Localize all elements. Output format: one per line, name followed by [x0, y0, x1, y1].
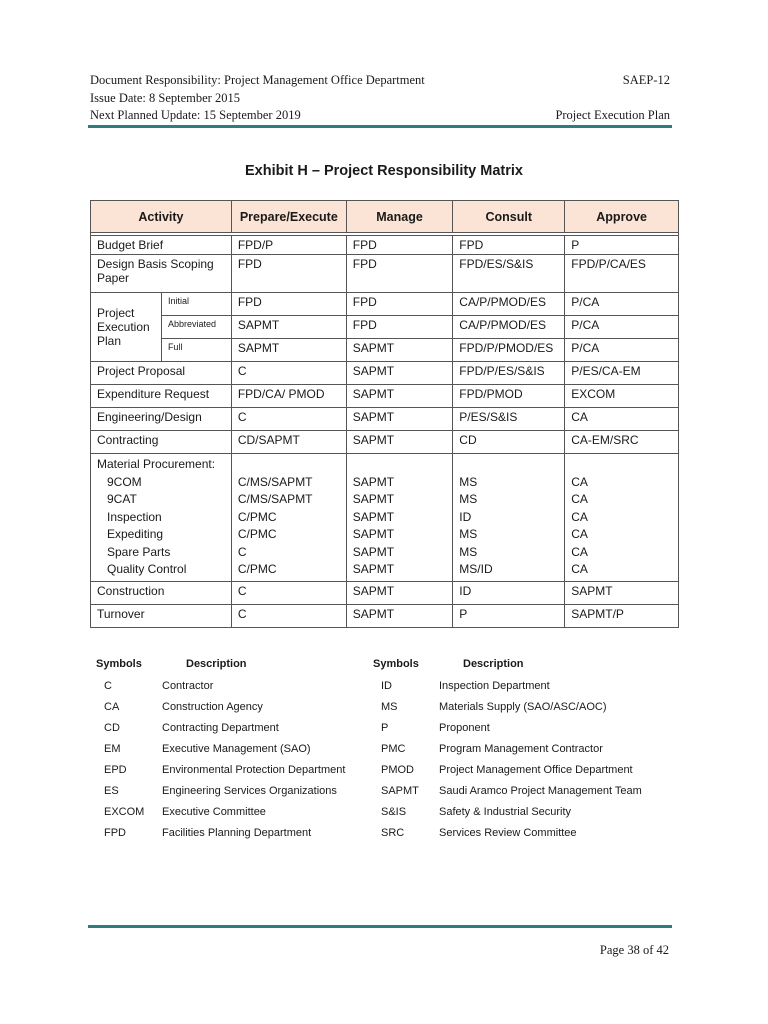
symbols-header: Symbols: [373, 658, 419, 670]
legend-row: [96, 701, 396, 722]
description-header: Description: [463, 658, 524, 670]
legend-description: Facilities Planning Department: [162, 827, 312, 839]
table-cell: CA/P/PMOD/ES: [453, 293, 565, 316]
table-cell: FPD: [346, 293, 453, 316]
column-header: Prepare/Execute: [231, 201, 346, 233]
cell-value: CA: [571, 562, 588, 576]
table-cell: FPD/CA/ PMOD: [231, 385, 346, 408]
column-header: Approve: [565, 201, 679, 233]
activity-cell: Project Execution Plan: [91, 293, 162, 362]
activity-cell: Construction: [91, 581, 232, 604]
table-cell: P/ES/CA-EM: [565, 362, 679, 385]
cell-value: SAPMT: [352, 474, 395, 489]
table-cell: FPD/ES/S&IS: [453, 255, 565, 293]
table-cell: FPD/P/PMOD/ES: [453, 339, 565, 362]
activity-cell: Project Proposal: [91, 362, 232, 385]
legend-symbol: CA: [104, 701, 120, 713]
table-cell: SAPMT: [231, 339, 346, 362]
table-row: [91, 255, 679, 293]
legend-description: Saudi Aramco Project Management Team: [439, 785, 642, 797]
legend-description: Contractor: [162, 680, 214, 692]
cell-value: MS: [459, 474, 478, 489]
table-cell: SAPMT/P: [565, 604, 679, 627]
table-cell: FPD: [231, 255, 346, 293]
table-cell: P/CA: [565, 339, 679, 362]
legend-symbol: EPD: [104, 764, 127, 776]
page-number: Page 38 of 42: [599, 943, 669, 957]
cell-value: MS: [459, 544, 478, 559]
legend-row: [373, 701, 679, 722]
table-cell: SAPMT: [346, 408, 453, 431]
column-header: Consult: [453, 201, 565, 233]
legend-description: Safety & Industrial Security: [439, 806, 572, 818]
cell-value: C/PMC: [237, 509, 277, 524]
table-cell: SAPMT: [346, 431, 453, 454]
cell-value: C/MS/SAPMT: [237, 492, 313, 506]
doc-title: Project Execution Plan: [555, 108, 670, 122]
table-cell: SAPMT: [231, 316, 346, 339]
legend-symbol: EXCOM: [104, 806, 145, 818]
legend-row: [96, 827, 396, 848]
table-cell: CD/SAPMT: [231, 431, 346, 454]
legend-description: Inspection Department: [439, 680, 550, 692]
cell-value: SAPMT: [352, 562, 395, 576]
activity-cell: [91, 454, 232, 582]
sub-activity-label: Quality Control: [107, 562, 187, 576]
legend-row: [373, 764, 679, 785]
activity-cell: Expenditure Request: [91, 385, 232, 408]
table-cell: FPD: [453, 236, 565, 255]
table-cell: [346, 454, 453, 582]
table-cell: C: [231, 362, 346, 385]
legend-description: Construction Agency: [162, 701, 263, 713]
activity-cell: Budget Brief: [91, 236, 232, 255]
table-row: [91, 581, 679, 604]
sub-activity-cell: Initial: [161, 293, 231, 316]
table-row: [91, 236, 679, 255]
legend-row: [373, 722, 679, 743]
legend-row: [373, 827, 679, 848]
table-cell: CA: [565, 408, 679, 431]
cell-value: C/PMC: [237, 562, 277, 576]
table-cell: SAPMT: [565, 581, 679, 604]
legend-header: [373, 658, 679, 680]
legend-description: Materials Supply (SAO/ASC/AOC): [439, 701, 607, 713]
table-cell: SAPMT: [346, 385, 453, 408]
legend-row: [96, 806, 396, 827]
cell-value: MS: [459, 527, 478, 541]
sub-activity-cell: Abbreviated: [161, 316, 231, 339]
cell-value: C/PMC: [237, 527, 277, 541]
table-row: [91, 316, 679, 339]
cell-value: C/MS/SAPMT: [237, 474, 313, 489]
issue-date: Issue Date: 8 September 2015: [90, 90, 240, 105]
legend-description: Contracting Department: [162, 722, 279, 734]
table-row: [91, 408, 679, 431]
sub-activity-label: 9COM: [107, 474, 142, 489]
column-header: Manage: [346, 201, 453, 233]
table-cell: [453, 454, 565, 582]
legend-symbol: SAPMT: [381, 785, 419, 797]
legend-row: [96, 785, 396, 806]
legend-description: Proponent: [439, 722, 490, 734]
document-header: [90, 72, 670, 125]
legend-row: [373, 785, 679, 806]
legend-row: [96, 722, 396, 743]
table-cell: SAPMT: [346, 339, 453, 362]
table-cell: FPD: [231, 293, 346, 316]
legend-symbol: S&IS: [381, 806, 407, 818]
table-cell: SAPMT: [346, 604, 453, 627]
table-cell: C: [231, 581, 346, 604]
cell-value: CA: [571, 492, 588, 506]
table-cell: CA/P/PMOD/ES: [453, 316, 565, 339]
table-cell: ID: [453, 581, 565, 604]
table-cell: P: [565, 236, 679, 255]
table-row: [91, 385, 679, 408]
doc-id: SAEP-12: [622, 73, 670, 87]
activity-cell: Turnover: [91, 604, 232, 627]
table-cell: EXCOM: [565, 385, 679, 408]
table-row: [91, 604, 679, 627]
cell-value: ID: [459, 509, 472, 524]
table-row: [91, 362, 679, 385]
table-cell: P: [453, 604, 565, 627]
table-cell: P/CA: [565, 293, 679, 316]
table-cell: C: [231, 604, 346, 627]
legend-symbol: ES: [104, 785, 119, 797]
table-cell: CA-EM/SRC: [565, 431, 679, 454]
next-planned-update: Next Planned Update: 15 September 2019: [90, 108, 301, 122]
cell-value: MS/ID: [459, 562, 493, 576]
legend-symbol: EM: [104, 743, 121, 755]
cell-value: SAPMT: [352, 509, 395, 524]
activity-cell: Engineering/Design: [91, 408, 232, 431]
cell-value: C: [237, 544, 247, 559]
legend-symbol: ID: [381, 680, 392, 692]
legend-symbol: C: [104, 680, 112, 692]
table-cell: SAPMT: [346, 362, 453, 385]
table-cell: FPD/P/CA/ES: [565, 255, 679, 293]
legend-description: Services Review Committee: [439, 827, 577, 839]
cell-value: SAPMT: [352, 527, 395, 541]
legend-row: [96, 743, 396, 764]
legend-description: Executive Management (SAO): [162, 743, 311, 755]
table-row: [91, 454, 679, 582]
legend-symbol: P: [381, 722, 389, 734]
sub-activity-cell: Full: [161, 339, 231, 362]
legend-description: Environmental Protection Department: [162, 764, 346, 776]
table-cell: FPD/P: [231, 236, 346, 255]
legend-symbol: PMC: [381, 743, 406, 755]
legend-symbol: MS: [381, 701, 398, 713]
table-cell: FPD/P/ES/S&IS: [453, 362, 565, 385]
cell-value: CA: [571, 474, 588, 489]
legend-symbol: PMOD: [381, 764, 414, 776]
symbols-header: Symbols: [96, 658, 142, 670]
activity-cell: Design Basis Scoping Paper: [91, 255, 232, 293]
footer-rule: [88, 925, 672, 928]
symbols-legend-left: [96, 658, 396, 848]
legend-description: Engineering Services Organizations: [162, 785, 337, 797]
legend-header: [96, 658, 396, 680]
legend-row: [373, 806, 679, 827]
header-rule: [88, 125, 672, 128]
legend-row: [96, 764, 396, 785]
material-procurement-label: Material Procurement:: [97, 457, 216, 471]
cell-value: SAPMT: [352, 544, 395, 559]
table-cell: FPD: [346, 255, 453, 293]
symbols-legend-right: [373, 658, 679, 848]
sub-activity-label: Spare Parts: [107, 544, 171, 559]
doc-responsibility: Document Responsibility: Project Management Office Department: [90, 73, 425, 87]
table-cell: CD: [453, 431, 565, 454]
table-row: [91, 293, 679, 316]
cell-value: CA: [571, 527, 588, 541]
description-header: Description: [186, 658, 247, 670]
table-cell: FPD/PMOD: [453, 385, 565, 408]
cell-value: MS: [459, 492, 478, 506]
legend-row: [96, 680, 396, 701]
legend-row: [373, 680, 679, 701]
table-cell: FPD: [346, 316, 453, 339]
cell-value: CA: [571, 544, 588, 559]
table-cell: C: [231, 408, 346, 431]
table-cell: P/ES/S&IS: [453, 408, 565, 431]
activity-cell: Contracting: [91, 431, 232, 454]
table-cell: [231, 454, 346, 582]
column-header: Activity: [91, 201, 232, 233]
legend-symbol: CD: [104, 722, 120, 734]
legend-row: [373, 743, 679, 764]
cell-value: SAPMT: [352, 492, 395, 506]
legend-description: Executive Committee: [162, 806, 266, 818]
legend-symbol: SRC: [381, 827, 405, 839]
table-header-row: [91, 201, 679, 233]
table-cell: [565, 454, 679, 582]
sub-activity-label: Inspection: [107, 509, 162, 524]
legend-description: Program Management Contractor: [439, 743, 603, 755]
legend-description: Project Management Office Department: [439, 764, 633, 776]
exhibit-title: Exhibit H – Project Responsibility Matrix: [245, 163, 523, 179]
table-cell: P/CA: [565, 316, 679, 339]
table-cell: SAPMT: [346, 581, 453, 604]
table-cell: FPD: [346, 236, 453, 255]
table-row: [91, 431, 679, 454]
sub-activity-label: Expediting: [107, 527, 164, 541]
sub-activity-label: 9CAT: [107, 492, 137, 506]
legend-symbol: FPD: [104, 827, 126, 839]
cell-value: CA: [571, 509, 588, 524]
table-row: [91, 339, 679, 362]
responsibility-matrix: [90, 200, 679, 628]
